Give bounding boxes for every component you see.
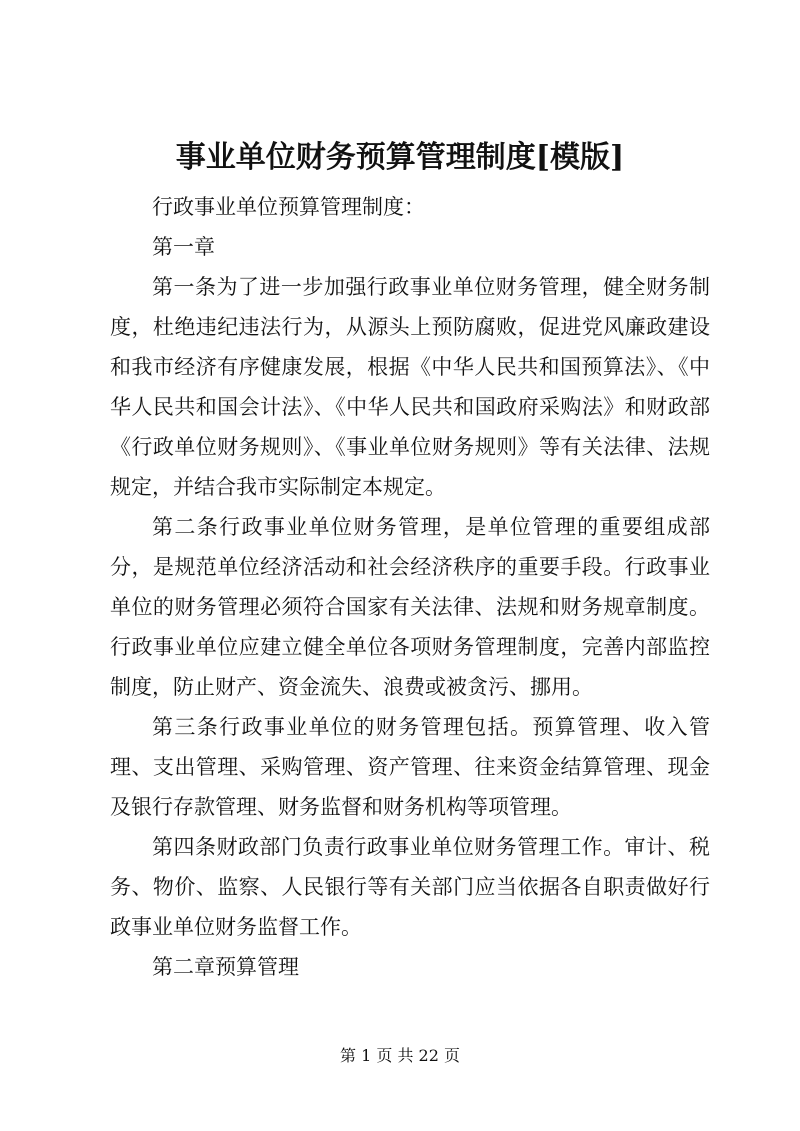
paragraph-chapter-1: 第一章 bbox=[152, 235, 215, 259]
document-title: 事业单位财务预算管理制度[模版] bbox=[175, 140, 625, 175]
page-footer: 第 1 页 共 22 页 bbox=[340, 1046, 460, 1065]
paragraph-article-2: 第二条行政事业单位财务管理，是单位管理的重要组成部分，是规范单位经济活动和社会经济秩序的重要手段。行政事业单位的财务管理必须符合国家有关法律、法规和财务规章制度。行政事业单位应建立健全单位各项财务管理制度，完善内部监控制度，防止财产、资金流失、浪费或被贪污、挪用。 bbox=[110, 515, 710, 699]
document-body bbox=[110, 187, 710, 987]
paragraph-article-3: 第三条行政事业单位的财务管理包括。预算管理、收入管理、支出管理、采购管理、资产管理、往来资金结算管理、现金及银行存款管理、财务监督和财务机构等项管理。 bbox=[110, 715, 710, 819]
paragraph-article-1: 第一条为了进一步加强行政事业单位财务管理，健全财务制度，杜绝违纪违法行为，从源头上预防腐败，促进党风廉政建设和我市经济有序健康发展，根据《中华人民共和国预算法》、《中华人民共和国会计法》、《中华人民共和国政府采购法》和财政部《行政单位财务规则》、《事业单位财务规则》等有关法律、法规规定，并结合我市实际制定本规定。 bbox=[110, 275, 710, 499]
paragraph-intro: 行政事业单位预算管理制度： bbox=[152, 195, 425, 219]
paragraph-article-4: 第四条财政部门负责行政事业单位财务管理工作。审计、税务、物价、监察、人民银行等有关部门应当依据各自职责做好行政事业单位财务监督工作。 bbox=[110, 835, 710, 939]
paragraph-chapter-2: 第二章预算管理 bbox=[152, 955, 299, 979]
